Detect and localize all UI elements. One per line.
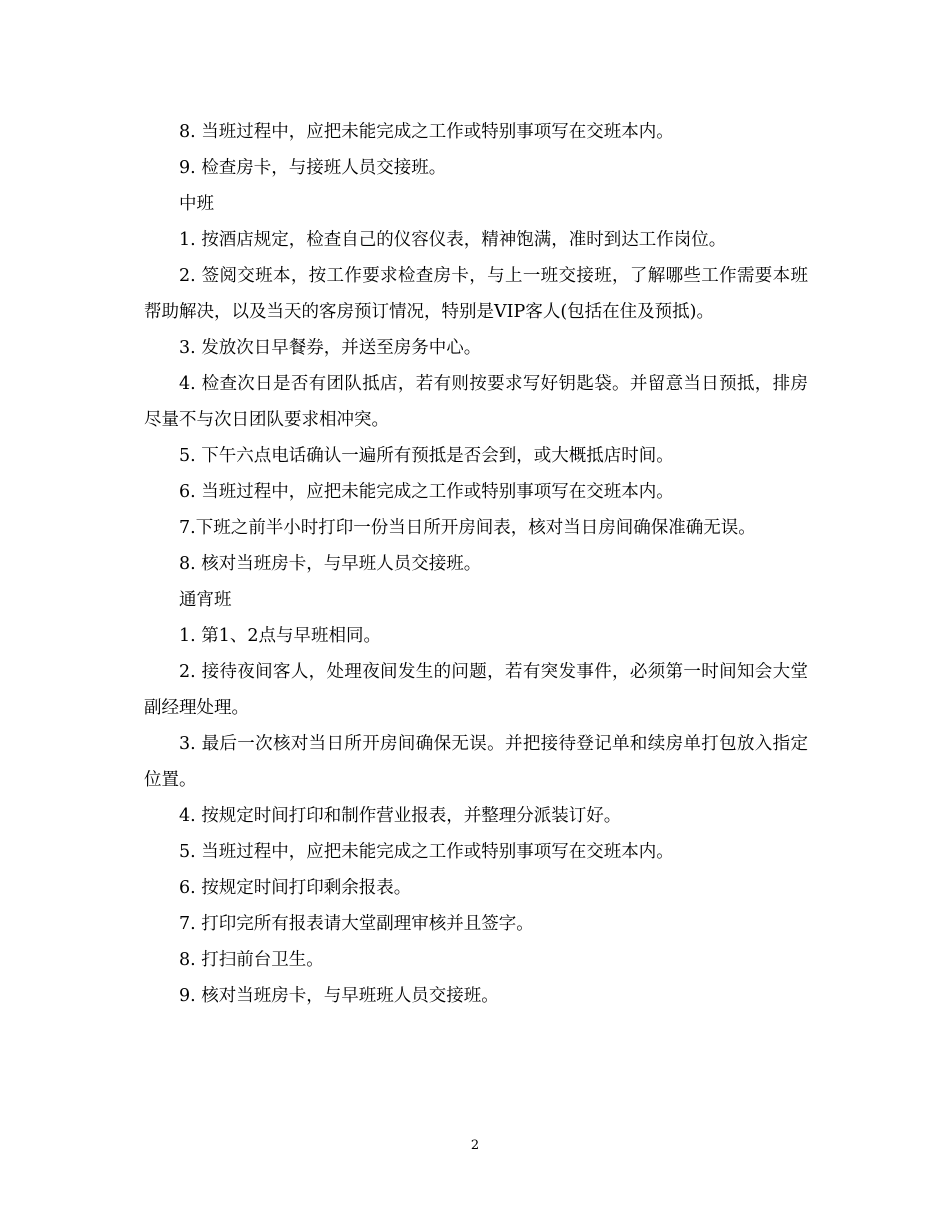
paragraph-night-9: 9. 核对当班房卡，与早班班人员交接班。 <box>179 986 499 1006</box>
paragraph-middle-3: 3. 发放次日早餐券，并送至房务中心。 <box>179 338 482 358</box>
paragraph-night-7: 7. 打印完所有报表请大堂副理审核并且签字。 <box>179 914 534 934</box>
section-heading-night-shift: 通宵班 <box>179 590 232 610</box>
paragraph-middle-8: 8. 核对当班房卡，与早班人员交接班。 <box>179 554 482 574</box>
paragraph-night-8: 8. 打扫前台卫生。 <box>179 950 324 970</box>
paragraph-night-5: 5. 当班过程中，应把未能完成之工作或特别事项写在交班本内。 <box>179 842 674 862</box>
paragraph-middle-2: 2. 签阅交班本，按工作要求检查房卡，与上一班交接班，了解哪些工作需要本班帮助解决，以及当天的客房预订情况，特别是VIP客人(包括在住及预抵)。 <box>144 266 808 322</box>
paragraph-middle-6: 6. 当班过程中，应把未能完成之工作或特别事项写在交班本内。 <box>179 482 674 502</box>
page-number: 2 <box>470 1138 480 1153</box>
paragraph-early-8: 8. 当班过程中，应把未能完成之工作或特别事项写在交班本内。 <box>179 122 674 142</box>
paragraph-middle-4: 4. 检查次日是否有团队抵店，若有则按要求写好钥匙袋。并留意当日预抵，排房尽量不与次日团队要求相冲突。 <box>144 374 808 430</box>
paragraph-middle-5: 5. 下午六点电话确认一遍所有预抵是否会到，或大概抵店时间。 <box>179 446 674 466</box>
paragraph-night-6: 6. 按规定时间打印剩余报表。 <box>179 878 412 898</box>
paragraph-night-4: 4. 按规定时间打印和制作营业报表，并整理分派装订好。 <box>179 806 622 826</box>
paragraph-middle-7: 7.下班之前半小时打印一份当日所开房间表，核对当日房间确保准确无误。 <box>179 518 756 538</box>
section-heading-middle-shift: 中班 <box>179 194 214 214</box>
paragraph-night-2: 2. 接待夜间客人，处理夜间发生的问题，若有突发事件，必须第一时间知会大堂副经理处理。 <box>144 662 808 718</box>
paragraph-night-1: 1. 第1、2点与早班相同。 <box>179 626 382 646</box>
document-body <box>144 114 808 1014</box>
paragraph-middle-1: 1. 按酒店规定，检查自己的仪容仪表，精神饱满，准时到达工作岗位。 <box>179 230 727 250</box>
paragraph-night-3: 3. 最后一次核对当日所开房间确保无误。并把接待登记单和续房单打包放入指定位置。 <box>144 734 808 790</box>
paragraph-early-9: 9. 检查房卡，与接班人员交接班。 <box>179 158 447 178</box>
